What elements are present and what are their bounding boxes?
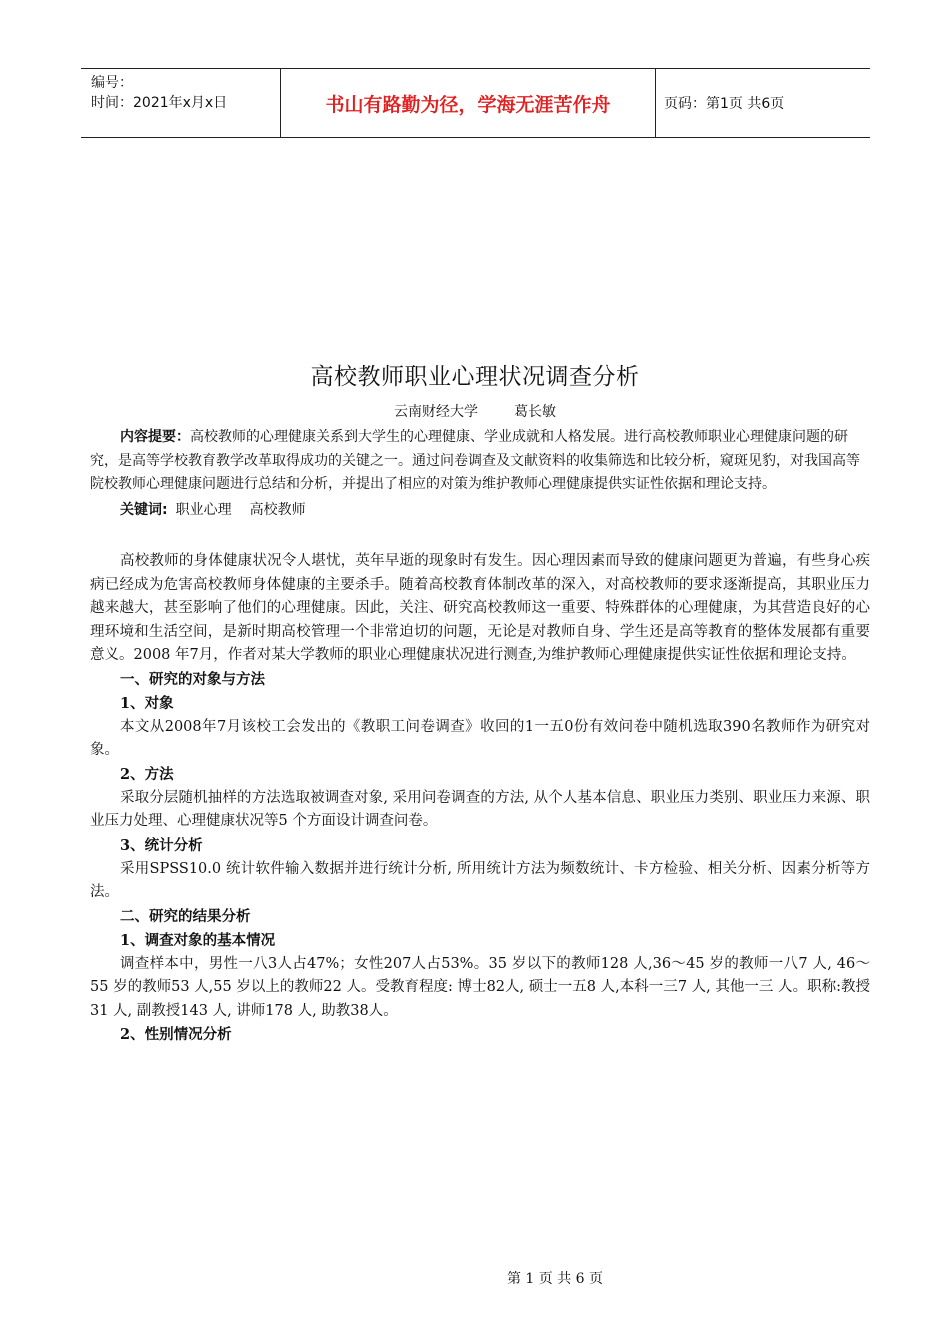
article-body bbox=[90, 550, 870, 1047]
keywords bbox=[120, 499, 870, 523]
abstract-text: 高校教师的心理健康关系到大学生的心理健康、学业成就和人格发展。进行高校教师职业心理健康问题的研究，是高等学校教育教学改革取得成功的关键之一。通过问卷调查及文献资料的收集筛选和比较分析，窥斑见豹，对我国高等院校教师心理健康问题进行总结和分析，并提出了相应的对策为维护教师心理健康提供实证性依据和理论支持。 bbox=[90, 429, 860, 492]
header-info-cell bbox=[81, 69, 281, 137]
subsection-heading: 2、方法 bbox=[120, 765, 174, 783]
section-heading: 二、研究的结果分析 bbox=[120, 908, 251, 925]
subsection-heading: 1、调查对象的基本情况 bbox=[120, 931, 276, 949]
keywords-label: 关键词: bbox=[120, 501, 168, 518]
header-table bbox=[81, 68, 870, 138]
author-line bbox=[0, 401, 950, 421]
keyword-item: 高校教师 bbox=[249, 501, 306, 518]
paragraph: 本文从2008年7月该校工会发出的《教职工问卷调查》收回的1一五0份有效问卷中随机选取390名教师作为研究对象。 bbox=[90, 718, 870, 758]
document-time-label: 时间：2021年x月x日 bbox=[91, 95, 228, 111]
abstract-label: 内容提要： bbox=[120, 429, 190, 445]
header-page-number: 页码：第1页 共6页 bbox=[664, 96, 785, 112]
paragraph: 采取分层随机抽样的方法选取被调查对象, 采用问卷调查的方法, 从个人基本信息、职业压力类别、职业压力来源、职业压力处理、心理健康状况等5 个方面设计调查问卷。 bbox=[90, 789, 870, 829]
subsection-heading: 3、统计分析 bbox=[120, 836, 203, 854]
footer-page-number: 第 1 页 共 6 页 bbox=[506, 1271, 604, 1287]
author-affiliation: 云南财经大学 bbox=[394, 404, 478, 420]
paragraph: 调查样本中，男性一八3人占47%；女性207人占53%。35 岁以下的教师128 人,36～45 岁的教师一八7 人, 46～55 岁的教师53 人,55 岁以上的教师22 人。受教育程度: 博士82人, 硕士一五8 人,本科一三7 人, 其他一三 人。职称:教授31 人, 副教授143 人, 讲师178 人, 助教38人。 bbox=[90, 955, 870, 1019]
paragraph: 采用SPSS10.0 统计软件输入数据并进行统计分析, 所用统计方法为频数统计、卡方检验、相关分析、因素分析等方法。 bbox=[90, 860, 870, 900]
document-number-label: 编号： bbox=[91, 75, 133, 91]
intro-paragraph: 高校教师的身体健康状况令人堪忧，英年早逝的现象时有发生。因心理因素而导致的健康问题更为普遍，有些身心疾病已经成为危害高校教师身体健康的主要杀手。随着高校教育体制改革的深入，对高校教师的要求逐渐提高，其职业压力越来越大，甚至影响了他们的心理健康。因此，关注、研究高校教师这一重要、特殊群体的心理健康，为其营造良好的心理环境和生活空间，是新时期高校管理一个非常迫切的问题，无论是对教师自身、学生还是高等教育的整体发展都有重要意义。2008 年7月，作者对某大学教师的职业心理健康状况进行测查,为维护教师心理健康提供实证性依据和理论支持。 bbox=[90, 553, 870, 663]
article-title: 高校教师职业心理状况调查分析 bbox=[310, 364, 640, 390]
section-heading: 一、研究的对象与方法 bbox=[120, 671, 265, 688]
header-motto: 书山有路勤为径，学海无涯苦作舟 bbox=[281, 69, 656, 137]
author-name: 葛长敏 bbox=[514, 404, 556, 420]
subsection-heading: 2、性别情况分析 bbox=[120, 1026, 232, 1043]
article-content bbox=[90, 426, 870, 1047]
keyword-item: 职业心理 bbox=[175, 501, 232, 518]
abstract bbox=[90, 426, 870, 497]
subsection-heading: 1、对象 bbox=[120, 694, 174, 712]
